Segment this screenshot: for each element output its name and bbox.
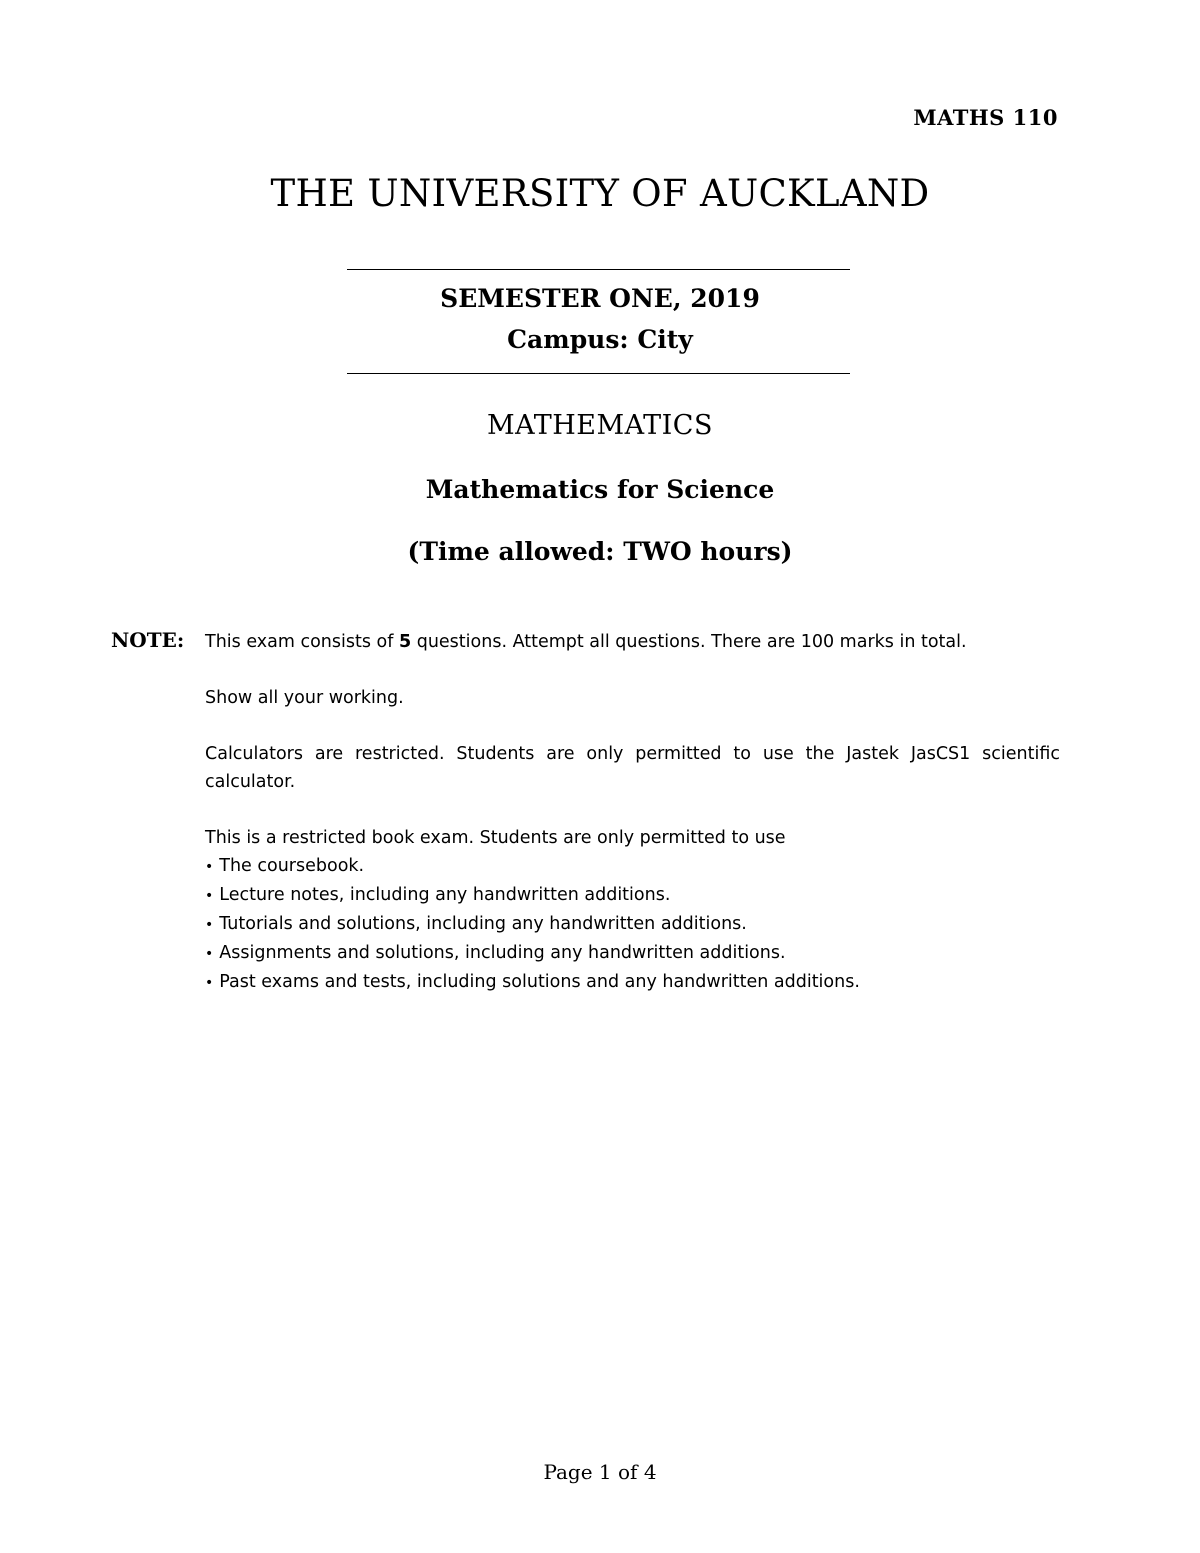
course-code: MATHS 110 xyxy=(913,105,1058,130)
semester-heading: SEMESTER ONE, 2019 xyxy=(440,284,760,313)
bullet-icon: • xyxy=(205,975,214,991)
bullet-icon: • xyxy=(205,946,214,962)
list-item-text: Past exams and tests, including solutions and any handwritten additions. xyxy=(219,972,860,992)
university-title: THE UNIVERSITY OF AUCKLAND xyxy=(270,172,930,215)
list-item xyxy=(205,939,1060,968)
page-number: Page 1 of 4 xyxy=(543,1460,657,1484)
note-label: NOTE: xyxy=(111,628,185,652)
note-working: Show all your working. xyxy=(205,688,404,708)
list-item-text: Lecture notes, including any handwritten additions. xyxy=(219,885,671,905)
time-allowed: (Time allowed: TWO hours) xyxy=(407,537,793,566)
list-item-text: Tutorials and solutions, including any handwritten additions. xyxy=(219,914,747,934)
bullet-icon: • xyxy=(205,888,214,904)
list-item xyxy=(205,910,1060,939)
bullet-icon: • xyxy=(205,859,214,875)
note-restricted-intro: This is a restricted book exam. Students are only permitted to use xyxy=(205,828,786,848)
list-item xyxy=(205,881,1060,910)
permitted-list xyxy=(205,852,1060,997)
list-item xyxy=(205,852,1060,881)
course-title: Mathematics for Science xyxy=(425,475,775,504)
divider-bottom xyxy=(347,373,850,374)
note-calculators: Calculators are restricted. Students are only permitted to use the Jastek JasCS1 scientific calculator. xyxy=(205,744,1060,792)
note-body xyxy=(205,628,1060,997)
note-intro xyxy=(205,628,1060,656)
question-count: 5 xyxy=(398,632,412,652)
divider-top xyxy=(347,269,850,270)
campus-heading: Campus: City xyxy=(507,325,693,354)
list-item-text: The coursebook. xyxy=(219,856,365,876)
list-item xyxy=(205,968,1060,997)
note-intro-after: questions. Attempt all questions. There are 100 marks in total. xyxy=(411,632,967,652)
list-item-text: Assignments and solutions, including any handwritten additions. xyxy=(219,943,786,963)
bullet-icon: • xyxy=(205,917,214,933)
note-intro-before: This exam consists of xyxy=(205,632,399,652)
subject-heading: MATHEMATICS xyxy=(487,410,713,441)
